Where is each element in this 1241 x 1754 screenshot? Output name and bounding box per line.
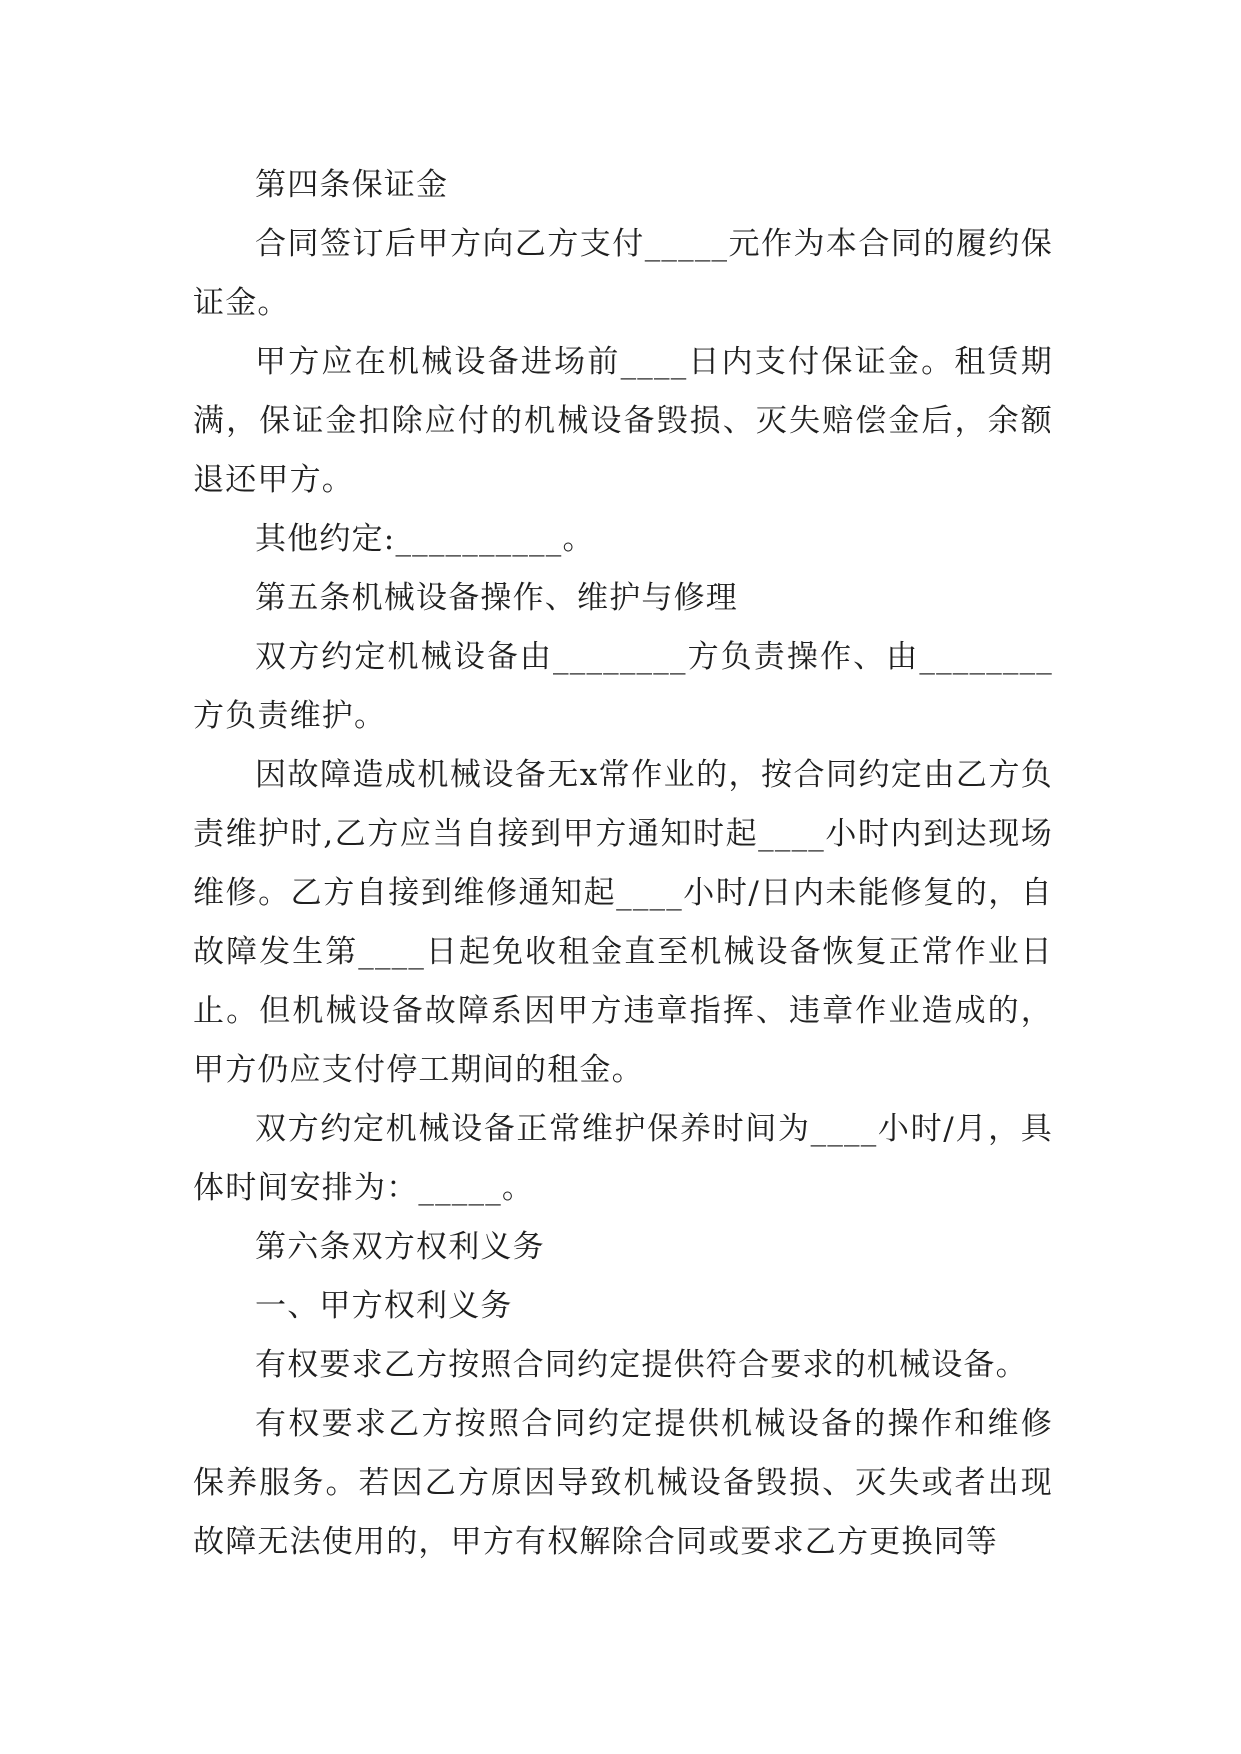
party-a-right-1-paragraph: 有权要求乙方按照合同约定提供符合要求的机械设备。 <box>255 1347 1028 1383</box>
document-body <box>193 156 1053 1572</box>
article-4-heading: 第四条保证金 <box>255 167 449 203</box>
party-a-rights-heading: 一、甲方权利义务 <box>255 1288 513 1324</box>
fault-repair-paragraph: 因故障造成机械设备无x常作业的，按合同约定由乙方负责维护时,乙方应当自接到甲方通知时起____小时内到达现场维修。乙方自接到维修通知起____小时/日内未能修复的，自故障发生第____日起免收租金直至机械设备恢复正常作业日止。但机械设备故障系因甲方违章指挥、违章作业造成的，甲方仍应支付停工期间的租金。 <box>193 757 1053 1088</box>
operation-maintenance-paragraph: 双方约定机械设备由________方负责操作、由________方负责维护。 <box>193 639 1053 734</box>
article-5-heading: 第五条机械设备操作、维护与修理 <box>255 580 738 616</box>
other-agreement-paragraph: 其他约定:__________。 <box>255 521 595 557</box>
deposit-timing-paragraph: 甲方应在机械设备进场前____日内支付保证金。租赁期满，保证金扣除应付的机械设备毁损、灭失赔偿金后，余额退还甲方。 <box>193 344 1053 498</box>
maintenance-schedule-paragraph: 双方约定机械设备正常维护保养时间为____小时/月，具体时间安排为：_____。 <box>193 1111 1053 1206</box>
party-a-right-2-paragraph: 有权要求乙方按照合同约定提供机械设备的操作和维修保养服务。若因乙方原因导致机械设备毁损、灭失或者出现故障无法使用的，甲方有权解除合同或要求乙方更换同等 <box>193 1406 1053 1560</box>
deposit-payment-paragraph: 合同签订后甲方向乙方支付_____元作为本合同的履约保证金。 <box>193 226 1053 321</box>
article-6-heading: 第六条双方权利义务 <box>255 1229 545 1265</box>
